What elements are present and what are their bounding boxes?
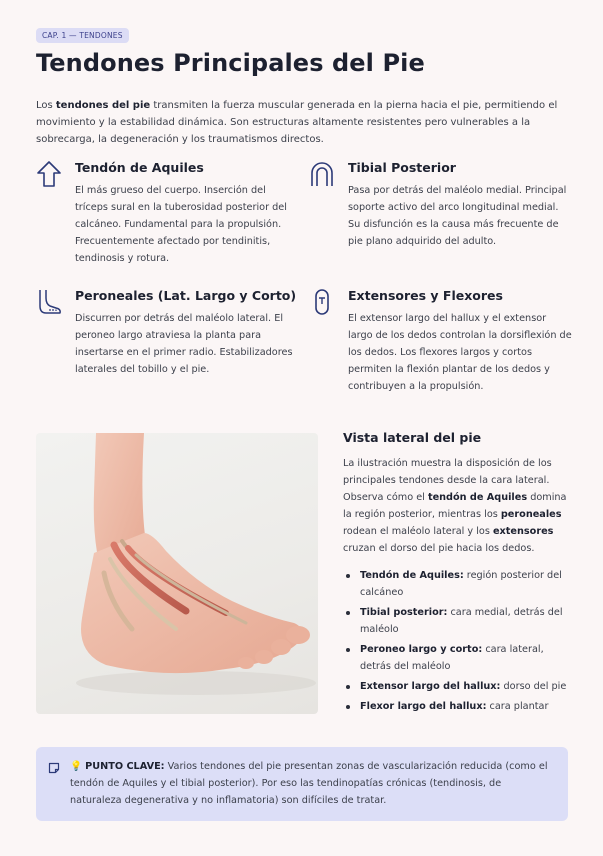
card-text: Pasa por detrás del maléolo medial. Principal soporte activo del arco longitudinal medial. Su disfunción es la causa más frecuente de pie plano adquirido del adulto. (348, 185, 567, 247)
card-text: El más grueso del cuerpo. Inserción del tríceps sural en la tuberosidad posterior del calcáneo. Fundamental para la propulsión. Frecuentemente afectado por tendinitis, tendinosis y rotura. (75, 185, 287, 264)
list-item: Peroneo largo y corto: cara lateral, detrás del maléolo (343, 641, 573, 675)
toe-icon (309, 288, 335, 316)
tendon-list (343, 567, 573, 715)
lightbulb-emoji: 💡 (70, 761, 86, 772)
arch-icon (309, 160, 335, 188)
callout-label: PUNTO CLAVE: (85, 761, 165, 772)
card-text: Discurren por detrás del maléolo lateral. El peroneo largo atraviesa la planta para insertarse en el primer radio. Estabilizadores laterales del tobillo y el pie. (75, 313, 293, 375)
foot-illustration (36, 433, 318, 714)
side-panel (343, 430, 573, 718)
callout-text: Varios tendones del pie presentan zonas de vascularización reducida (como el tendón de Aquiles y el tibial posterior). Por eso las tendinopatías crónicas (tendinosis, de naturaleza degenerativa y no inflamatoria) son difíciles de tratar. (70, 761, 548, 806)
note-icon (48, 762, 60, 774)
chapter-badge: CAP. 1 — TENDONES (36, 28, 129, 43)
side-heading: Vista lateral del pie (343, 430, 482, 445)
card-peroneales (36, 288, 297, 398)
list-item: Extensor largo del hallux: dorso del pie (343, 678, 573, 695)
card-extensores (309, 288, 572, 413)
foot-icon (36, 288, 62, 316)
list-item: Flexor largo del hallux: cara plantar (343, 698, 573, 715)
side-description: La ilustración muestra la disposición de los principales tendones desde la cara lateral. Observa cómo el tendón de Aquiles domina la región posterior, mientras los peroneales rodean el maléolo lateral y los extensores cruzan el dorso del pie hacia los dedos. (343, 458, 567, 554)
card-tibial (309, 160, 567, 270)
intro-paragraph: Los tendones del pie transmiten la fuerza muscular generada en la pierna hacia el pie, permitiendo el movimiento y la estabilidad dinámica. Son estructuras altamente resistentes pero vulnerables a la sobrecarga, la degeneración y los traumatismos directos. (36, 100, 558, 145)
card-title: Peroneales (Lat. Largo y Corto) (75, 288, 297, 303)
card-aquiles (36, 160, 287, 270)
card-title: Tendón de Aquiles (75, 160, 204, 175)
key-point-callout (36, 747, 568, 821)
arrow-up-icon (36, 160, 62, 188)
page-title: Tendones Principales del Pie (36, 49, 425, 77)
card-title: Tibial Posterior (348, 160, 456, 175)
card-title: Extensores y Flexores (348, 288, 503, 303)
card-text: El extensor largo del hallux y el extensor largo de los dedos controlan la dorsiflexión de los dedos. Los flexores largos y cortos permiten la flexión plantar de los dedos y contribuyen a la propulsión. (348, 313, 572, 392)
list-item: Tibial posterior: cara medial, detrás del maléolo (343, 604, 573, 638)
list-item: Tendón de Aquiles: región posterior del calcáneo (343, 567, 573, 601)
